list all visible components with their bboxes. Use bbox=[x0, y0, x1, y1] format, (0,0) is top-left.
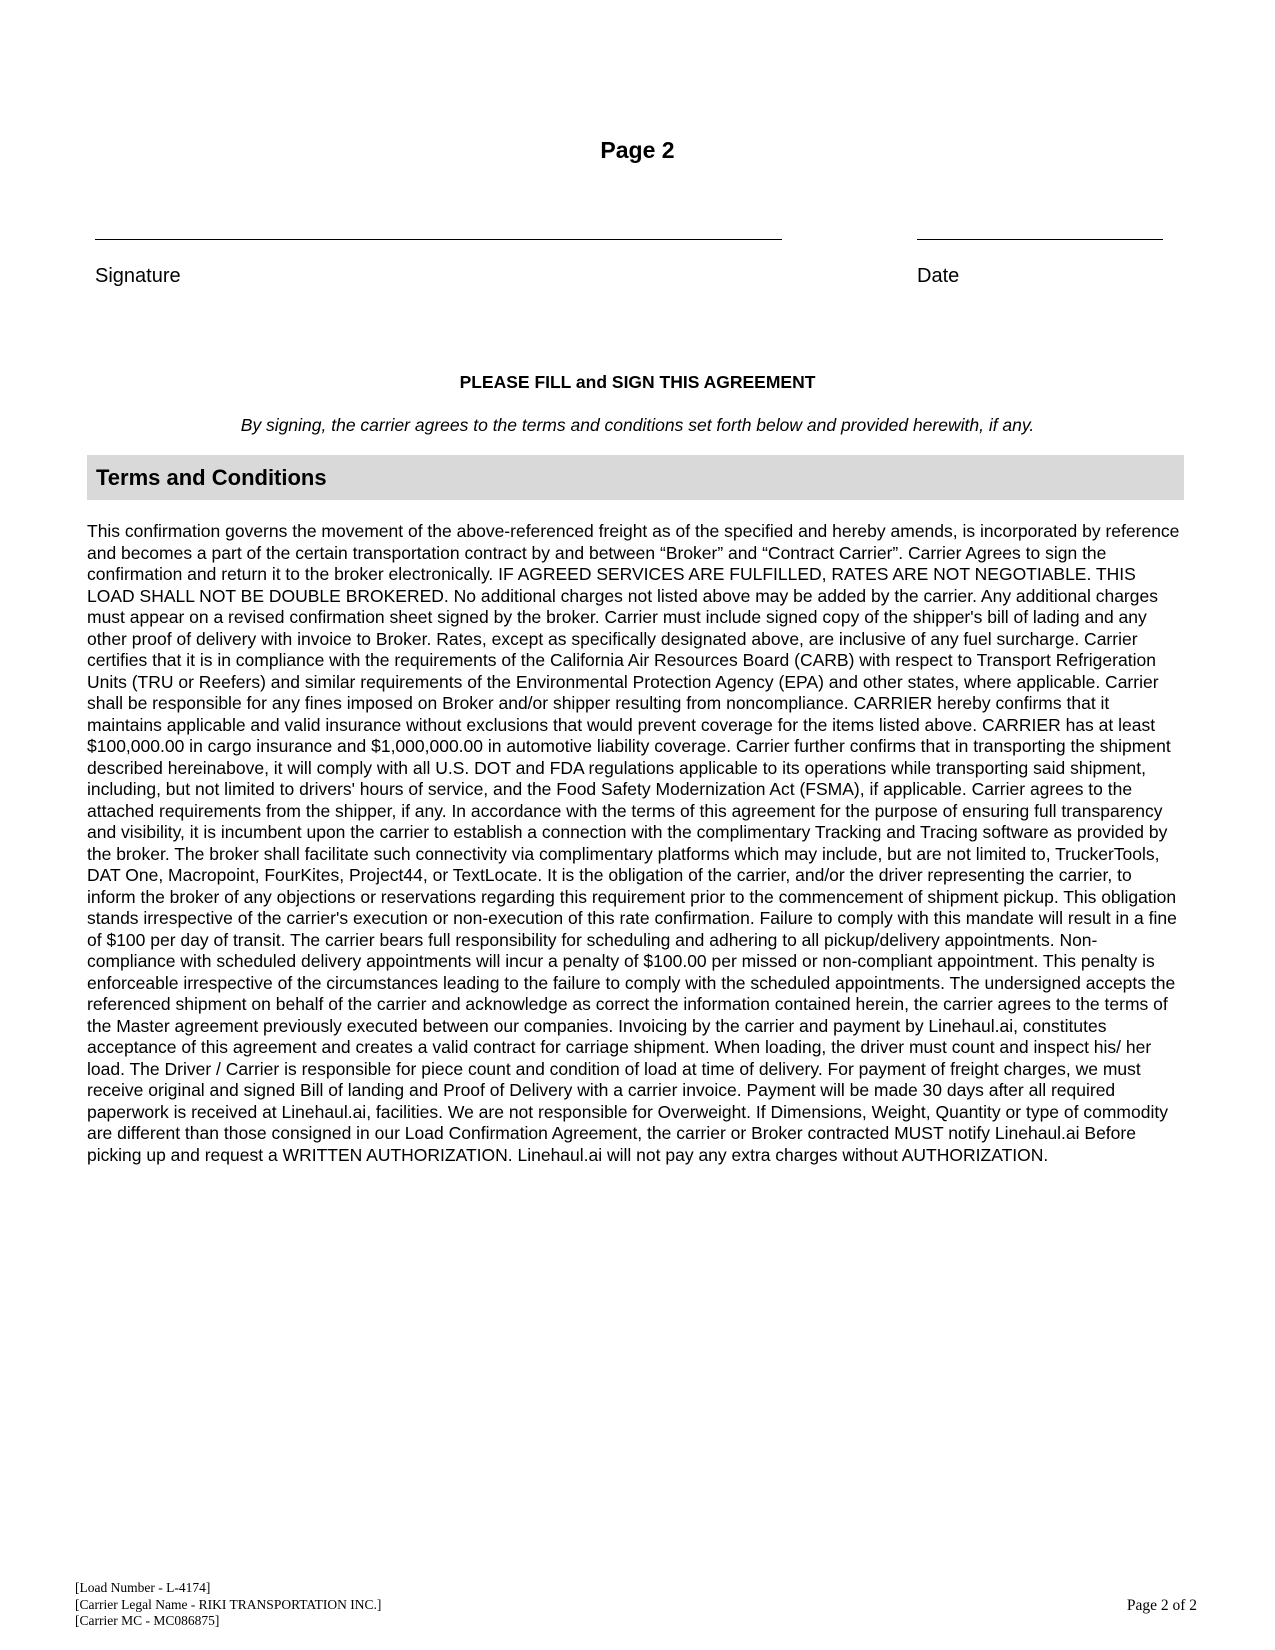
page-title: Page 2 bbox=[600, 137, 675, 163]
footer-carrier-mc: [Carrier MC - MC086875] bbox=[75, 1613, 220, 1628]
terms-section-title: Terms and Conditions bbox=[96, 465, 327, 490]
footer-load-number: [Load Number - L-4174] bbox=[75, 1580, 211, 1595]
agreement-heading: PLEASE FILL and SIGN THIS AGREEMENT bbox=[459, 372, 816, 392]
footer-carrier-legal-name: [Carrier Legal Name - RIKI TRANSPORTATION INC.] bbox=[75, 1596, 382, 1612]
footer-page-indicator: Page 2 of 2 bbox=[1126, 1597, 1197, 1614]
signature-label: Signature bbox=[95, 265, 181, 287]
footer-load-info bbox=[75, 1580, 381, 1630]
signature-line bbox=[95, 239, 782, 240]
date-label: Date bbox=[917, 265, 960, 287]
date-line bbox=[917, 239, 1163, 240]
agreement-subtitle: By signing, the carrier agrees to the terms and conditions set forth below and provided herewith, if any. bbox=[240, 415, 1035, 435]
terms-body: This confirmation governs the movement of the above-referenced freight as of the specified and hereby amends, is incorporated by reference and becomes a part of the certain transportation contract by and between “Broker” and “Contract Carrier”. Carrier Agrees to sign the confirmation and return it to the broker electronically. IF AGREED SERVICES ARE FULFILLED, RATES ARE NOT NEGOTIABLE. THIS LOAD SHALL NOT BE DOUBLE BROKERED. No additional charges not listed above may be added by the carrier. Any additional charges must appear on a revised confirmation sheet signed by the broker. Carrier must include signed copy of the shipper's bill of lading and any other proof of delivery with invoice to Broker. Rates, except as specifically designated above, are inclusive of any fuel surcharge. Carrier certifies that it is in compliance with the requirements of the California Air Resources Board (CARB) with respect to Transport Refrigeration Units (TRU or Reefers) and similar requirements of the Environmental Protection Agency (EPA) and other states, where applicable. Carrier shall be responsible for any fines imposed on Broker and/or shipper resulting from noncompliance. CARRIER hereby confirms that it maintains applicable and valid insurance without exclusions that would prevent coverage for the items listed above. CARRIER has at least $100,000.00 in cargo insurance and $1,000,000.00 in automotive liability coverage. Carrier further confirms that in transporting the shipment described hereinabove, it will comply with all U.S. DOT and FDA regulations applicable to its operations while transporting said shipment, including, but not limited to drivers' hours of service, and the Food Safety Modernization Act (FSMA), if applicable. Carrier agrees to the attached requirements from the shipper, if any. In accordance with the terms of this agreement for the purpose of ensuring full transparency and visibility, it is incumbent upon the carrier to establish a connection with the complimentary Tracking and Tracing software as provided by the broker. The broker shall facilitate such connectivity via complimentary platforms which may include, but are not limited to, TruckerTools, DAT One, Macropoint, FourKites, Project44, or TextLocate. It is the obligation of the carrier, and/or the driver representing the carrier, to inform the broker of any objections or reservations regarding this requirement prior to the commencement of shipment pickup. This obligation stands irrespective of the carrier's execution or non-execution of this rate confirmation. Failure to comply with this mandate will result in a fine of $100 per day of transit. The carrier bears full responsibility for scheduling and adhering to all pickup/delivery appointments. Non-compliance with scheduled delivery appointments will incur a penalty of $100.00 per missed or non-compliant appointment. This penalty is enforceable irrespective of the circumstances leading to the failure to comply with the scheduled appointments. The undersigned accepts the referenced shipment on behalf of the carrier and acknowledge as correct the information contained herein, the carrier agrees to the terms of the Master agreement previously executed between our companies. Invoicing by the carrier and payment by Linehaul.ai, constitutes acceptance of this agreement and creates a valid contract for carriage shipment. When loading, the driver must count and inspect his/ her load. The Driver / Carrier is responsible for piece count and condition of load at time of delivery. For payment of freight charges, we must receive original and signed Bill of landing and Proof of Delivery with a carrier invoice. Payment will be made 30 days after all required paperwork is received at Linehaul.ai, facilities. We are not responsible for Overweight. If Dimensions, Weight, Quantity or type of commodity are different than those consigned in our Load Confirmation Agreement, the carrier or Broker contracted MUST notify Linehaul.ai Before picking up and request a WRITTEN AUTHORIZATION. Linehaul.ai will not pay any extra charges without AUTHORIZATION. bbox=[87, 521, 1180, 1165]
terms-section-header bbox=[87, 455, 1184, 500]
